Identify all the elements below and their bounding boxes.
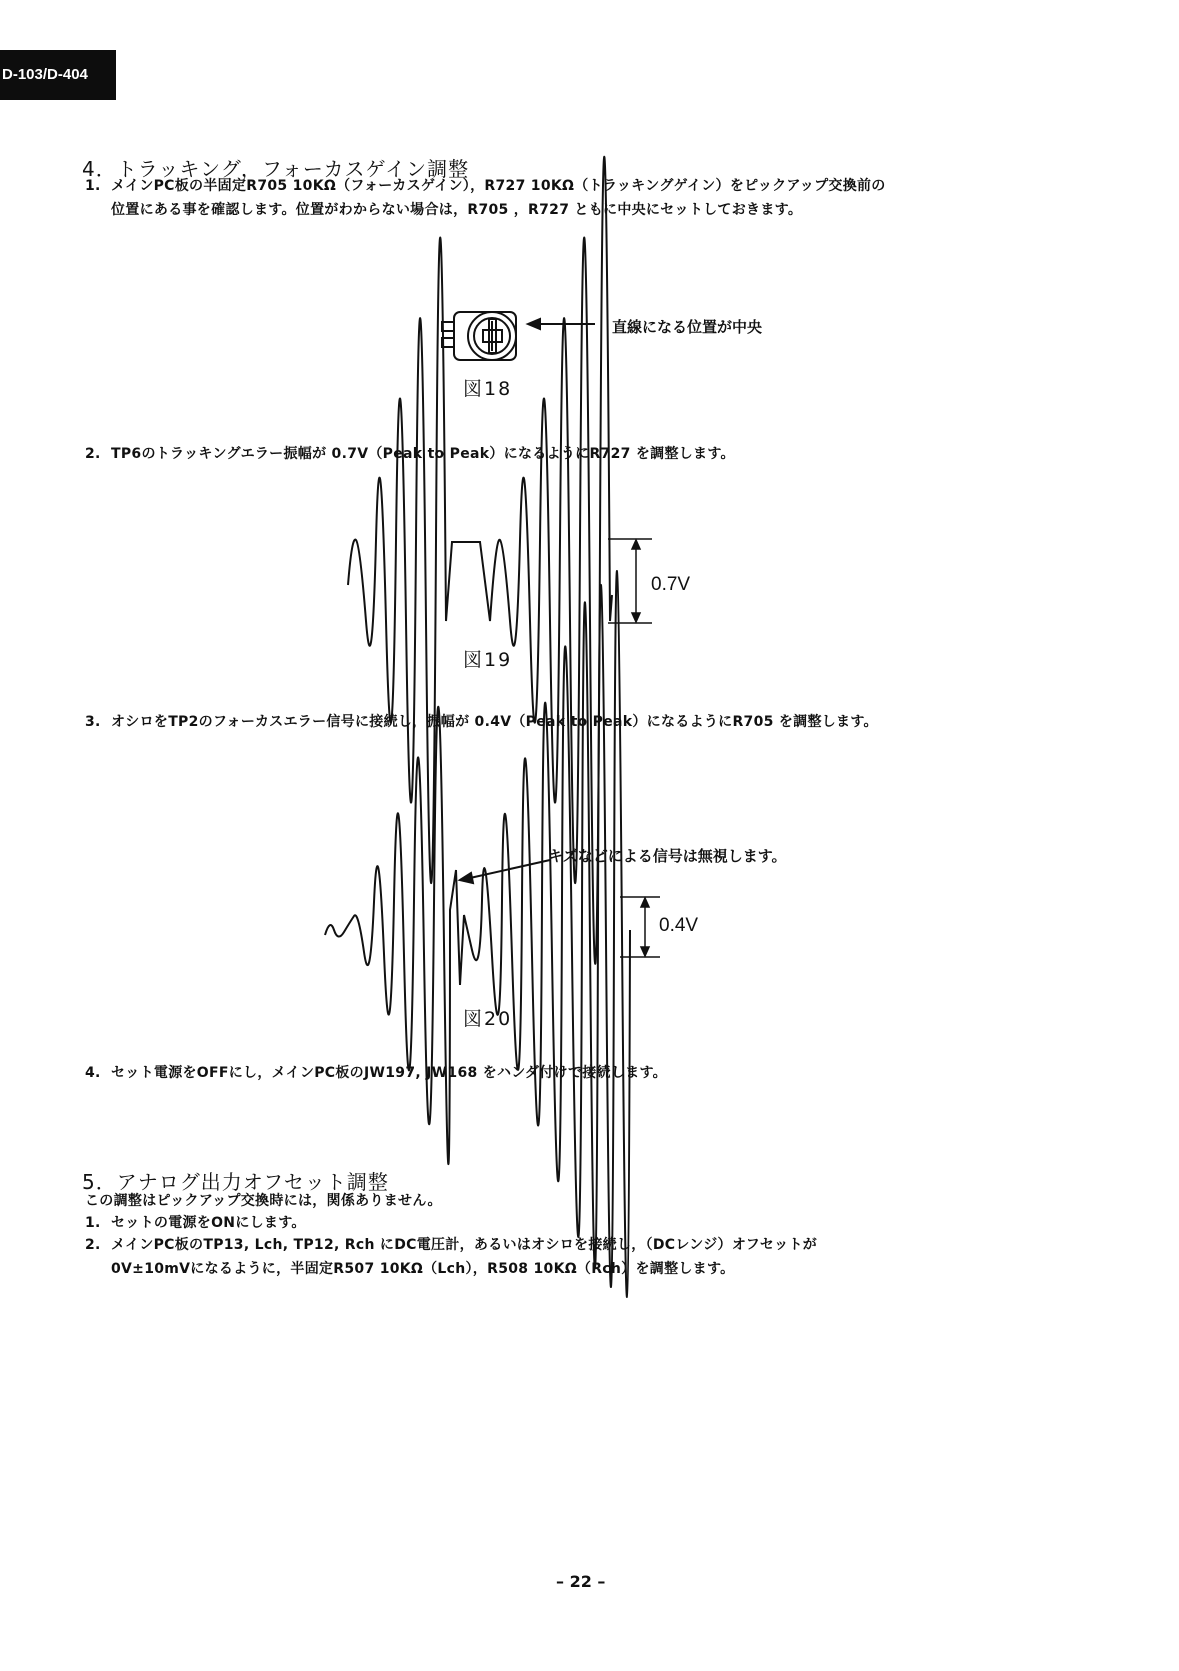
- tracking-error-waveform: [340, 535, 660, 630]
- step-4-text: セット電源をOFFにし，メインPC板のJW197, JW168 をハンダ付けで接続します。: [111, 1065, 667, 1081]
- section-4-step-1: [85, 175, 886, 219]
- step-number: 2.: [85, 446, 101, 462]
- fig19-amplitude-label: 0.7V: [651, 574, 691, 595]
- fig19-caption: 図19: [463, 649, 513, 671]
- step-1-line-2: 位置にある事を確認します。位置がわからない場合は，R705 ，R727 ともに中央にセットしておきます。: [111, 202, 803, 218]
- section-4-step-2: [85, 443, 735, 463]
- section-4-heading: 4．トラッキング，フォーカスゲイン調整: [82, 157, 470, 181]
- step-number: 1.: [85, 178, 101, 194]
- section-4-step-3: [85, 711, 878, 731]
- step-number: 1.: [85, 1215, 101, 1231]
- step-1-line-1: メインPC板の半固定R705 10KΩ（フォーカスゲイン），R727 10KΩ（トラッキングゲイン）をピックアップ交換前の: [111, 178, 886, 194]
- fig18-annotation: 直線になる位置が中央: [612, 318, 763, 336]
- step-2-text: TP6のトラッキングエラー振幅が 0.7V（Peak to Peak）になるようにR727 を調整します。: [111, 446, 735, 462]
- section-4-step-4: [85, 1062, 667, 1082]
- section-5-step-2-line-2: 0V±10mVになるように，半固定R507 10KΩ（Lch），R508 10KΩ（Rch）を調整します。: [111, 1261, 735, 1277]
- section-5-heading: 5．アナログ出力オフセット調整: [82, 1170, 389, 1194]
- section-5-intro: この調整はピックアップ交換時には，関係ありません。: [85, 1193, 442, 1209]
- fig20-caption: 図20: [463, 1008, 513, 1030]
- step-3-text: オシロをTP2のフォーカスエラー信号に接続し，振幅が 0.4V（Peak to Peak）になるようにR705 を調整します。: [111, 714, 878, 730]
- fig18-caption: 図18: [463, 378, 513, 400]
- step-number: 3.: [85, 714, 101, 730]
- section-5-step-2-line-1: メインPC板のTP13, Lch, TP12, Rch にDC電圧計，あるいはオシロを接続し，（DCレンジ）オフセットが: [111, 1237, 818, 1253]
- focus-error-waveform: [320, 860, 680, 990]
- step-number: 4.: [85, 1065, 101, 1081]
- section-5-step-1: [85, 1212, 306, 1232]
- section-5-step-1-text: セットの電源をONにします。: [111, 1215, 306, 1231]
- model-badge: D-103/D-404: [0, 50, 116, 100]
- fig20-annotation: キズなどによる信号は無視します。: [548, 847, 787, 865]
- page-number: – 22 –: [556, 1572, 606, 1591]
- section-5-step-2: [85, 1234, 817, 1278]
- fig20-amplitude-label: 0.4V: [659, 915, 699, 936]
- step-number: 2.: [85, 1237, 101, 1253]
